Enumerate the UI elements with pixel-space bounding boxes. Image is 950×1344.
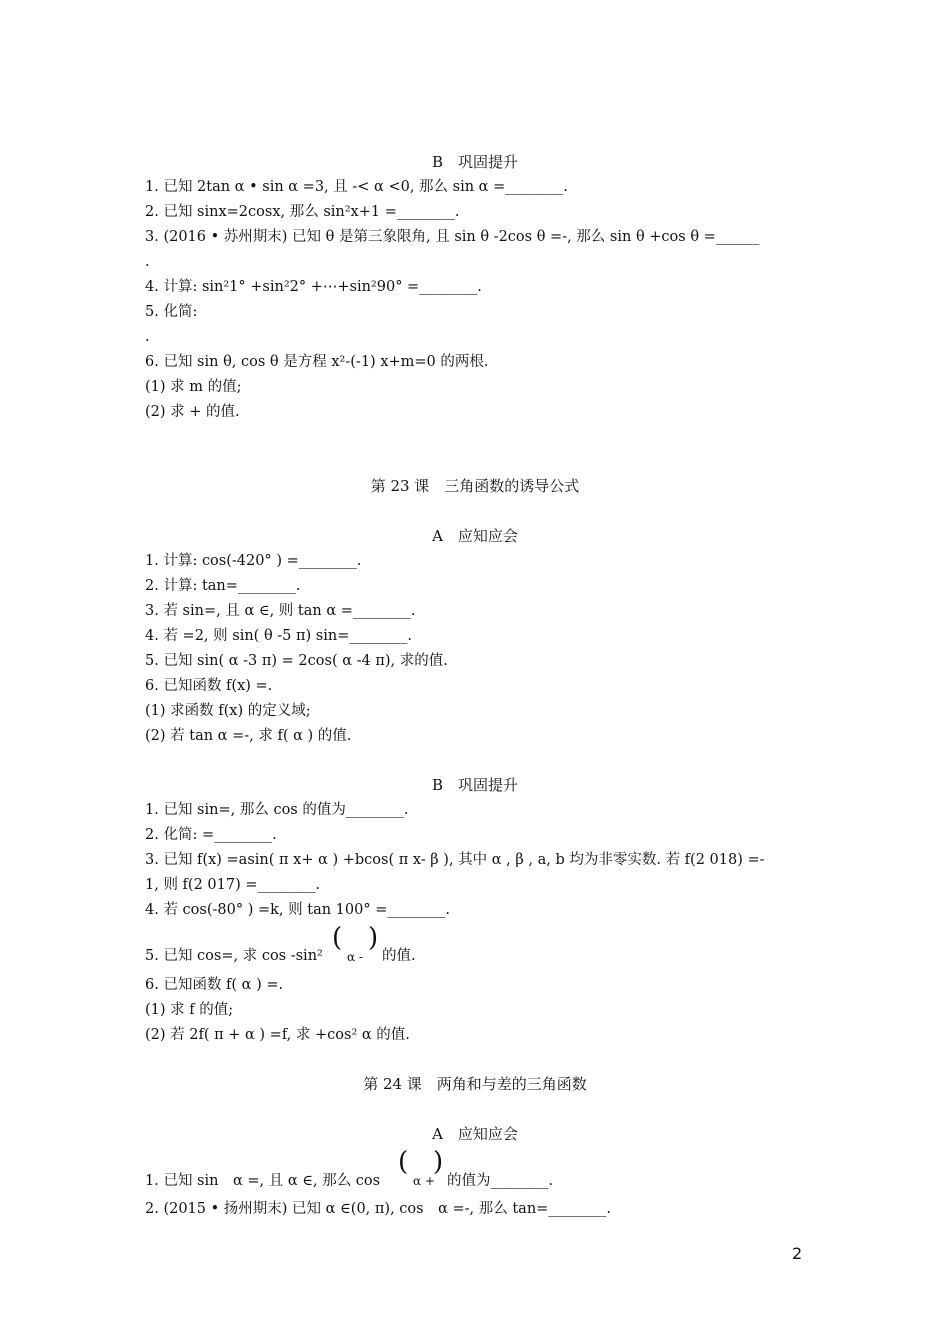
exercise-line: 6. 已知函数 f( α ) =. (145, 977, 284, 993)
section-heading-b: B 巩固提升 (431, 153, 519, 171)
exercise-line: (2) 求 + 的值. (145, 404, 240, 420)
exercise-text: 的值. (382, 948, 416, 964)
lesson-title-23: 第 23 课 三角函数的诱导公式 (370, 477, 580, 495)
exercise-line: 1. 计算: cos(-420° ) =________. (145, 553, 362, 569)
exercise-line: . (145, 329, 150, 345)
exercise-line: (1) 求 f 的值; (145, 1002, 234, 1018)
section-heading-a: A 应知应会 (432, 1125, 518, 1143)
exercise-line: (1) 求 m 的值; (145, 379, 242, 395)
exercise-line: (2) 若 2f( π + α ) =f, 求 +cos² α 的值. (145, 1027, 410, 1043)
exercise-line: 4. 计算: sin²1° +sin²2° +⋯+sin²90° =________. (145, 279, 482, 295)
exercise-line: 4. 若 cos(-80° ) =k, 则 tan 100° =________. (145, 902, 450, 918)
section-heading-b: B 巩固提升 (431, 776, 519, 794)
exercise-line: 1. 已知 sin=, 那么 cos 的值为________. (145, 802, 409, 818)
left-paren: ( (332, 923, 343, 953)
exercise-line: 2. 计算: tan=________. (145, 578, 301, 594)
exercise-line: (2) 若 tan α =-, 求 f( α ) 的值. (145, 728, 352, 744)
exercise-line: . (145, 254, 150, 270)
exercise-line: 1. 已知 2tan α • sin α =3, 且 -< α <0, 那么 sin α =________. (145, 179, 568, 195)
exercise-text: 的值为________. (447, 1173, 554, 1189)
right-paren: ) (433, 1147, 444, 1177)
exercise-line (145, 946, 323, 966)
exercise-line: 5. 化简: (145, 304, 198, 320)
page-number: 2 (792, 1244, 803, 1263)
exercise-line: 6. 已知函数 f(x) =. (145, 678, 273, 694)
exercise-text: 1. 已知 sin α =, 且 α ∈, 那么 cos (145, 1173, 381, 1189)
exercise-line: 3. (2016 • 苏州期末) 已知 θ 是第三象限角, 且 sin θ -2cos θ =-, 那么 sin θ +cos θ =______ (145, 229, 760, 245)
exercise-text: 5. 已知 cos=, 求 cos -sin² (145, 948, 323, 964)
right-paren: ) (368, 923, 379, 953)
exercise-line: 2. 化简: =________. (145, 827, 277, 843)
exercise-line: 3. 若 sin=, 且 α ∈, 则 tan α =________. (145, 603, 416, 619)
left-paren: ( (398, 1147, 409, 1177)
exercise-line: 2. 已知 sinx=2cosx, 那么 sin²x+1 =________. (145, 204, 460, 220)
exercise-line: 3. 已知 f(x) =asin( π x+ α ) +bcos( π x- β ), 其中 α , β , a, b 均为非零实数. 若 f(2 018) =- (145, 852, 765, 868)
exercise-line: 2. (2015 • 扬州期末) 已知 α ∈(0, π), cos α =-, 那么 tan=________. (145, 1201, 611, 1217)
exercise-line: 4. 若 =2, 则 sin( θ -5 π) sin=________. (145, 628, 412, 644)
exercise-line: 6. 已知 sin θ, cos θ 是方程 x²-(-1) x+m=0 的两根. (145, 354, 489, 370)
paren-inner-text: α + (413, 1174, 435, 1188)
exercise-line (145, 1171, 380, 1191)
exercise-line: 5. 已知 sin( α -3 π) = 2cos( α -4 π), 求的值. (145, 653, 448, 669)
exercise-line: 1, 则 f(2 017) =________. (145, 877, 321, 893)
lesson-title-24: 第 24 课 两角和与差的三角函数 (363, 1075, 587, 1093)
exercise-line: (1) 求函数 f(x) 的定义域; (145, 703, 311, 719)
paren-inner-text: α - (347, 950, 363, 964)
section-heading-a: A 应知应会 (432, 527, 518, 545)
